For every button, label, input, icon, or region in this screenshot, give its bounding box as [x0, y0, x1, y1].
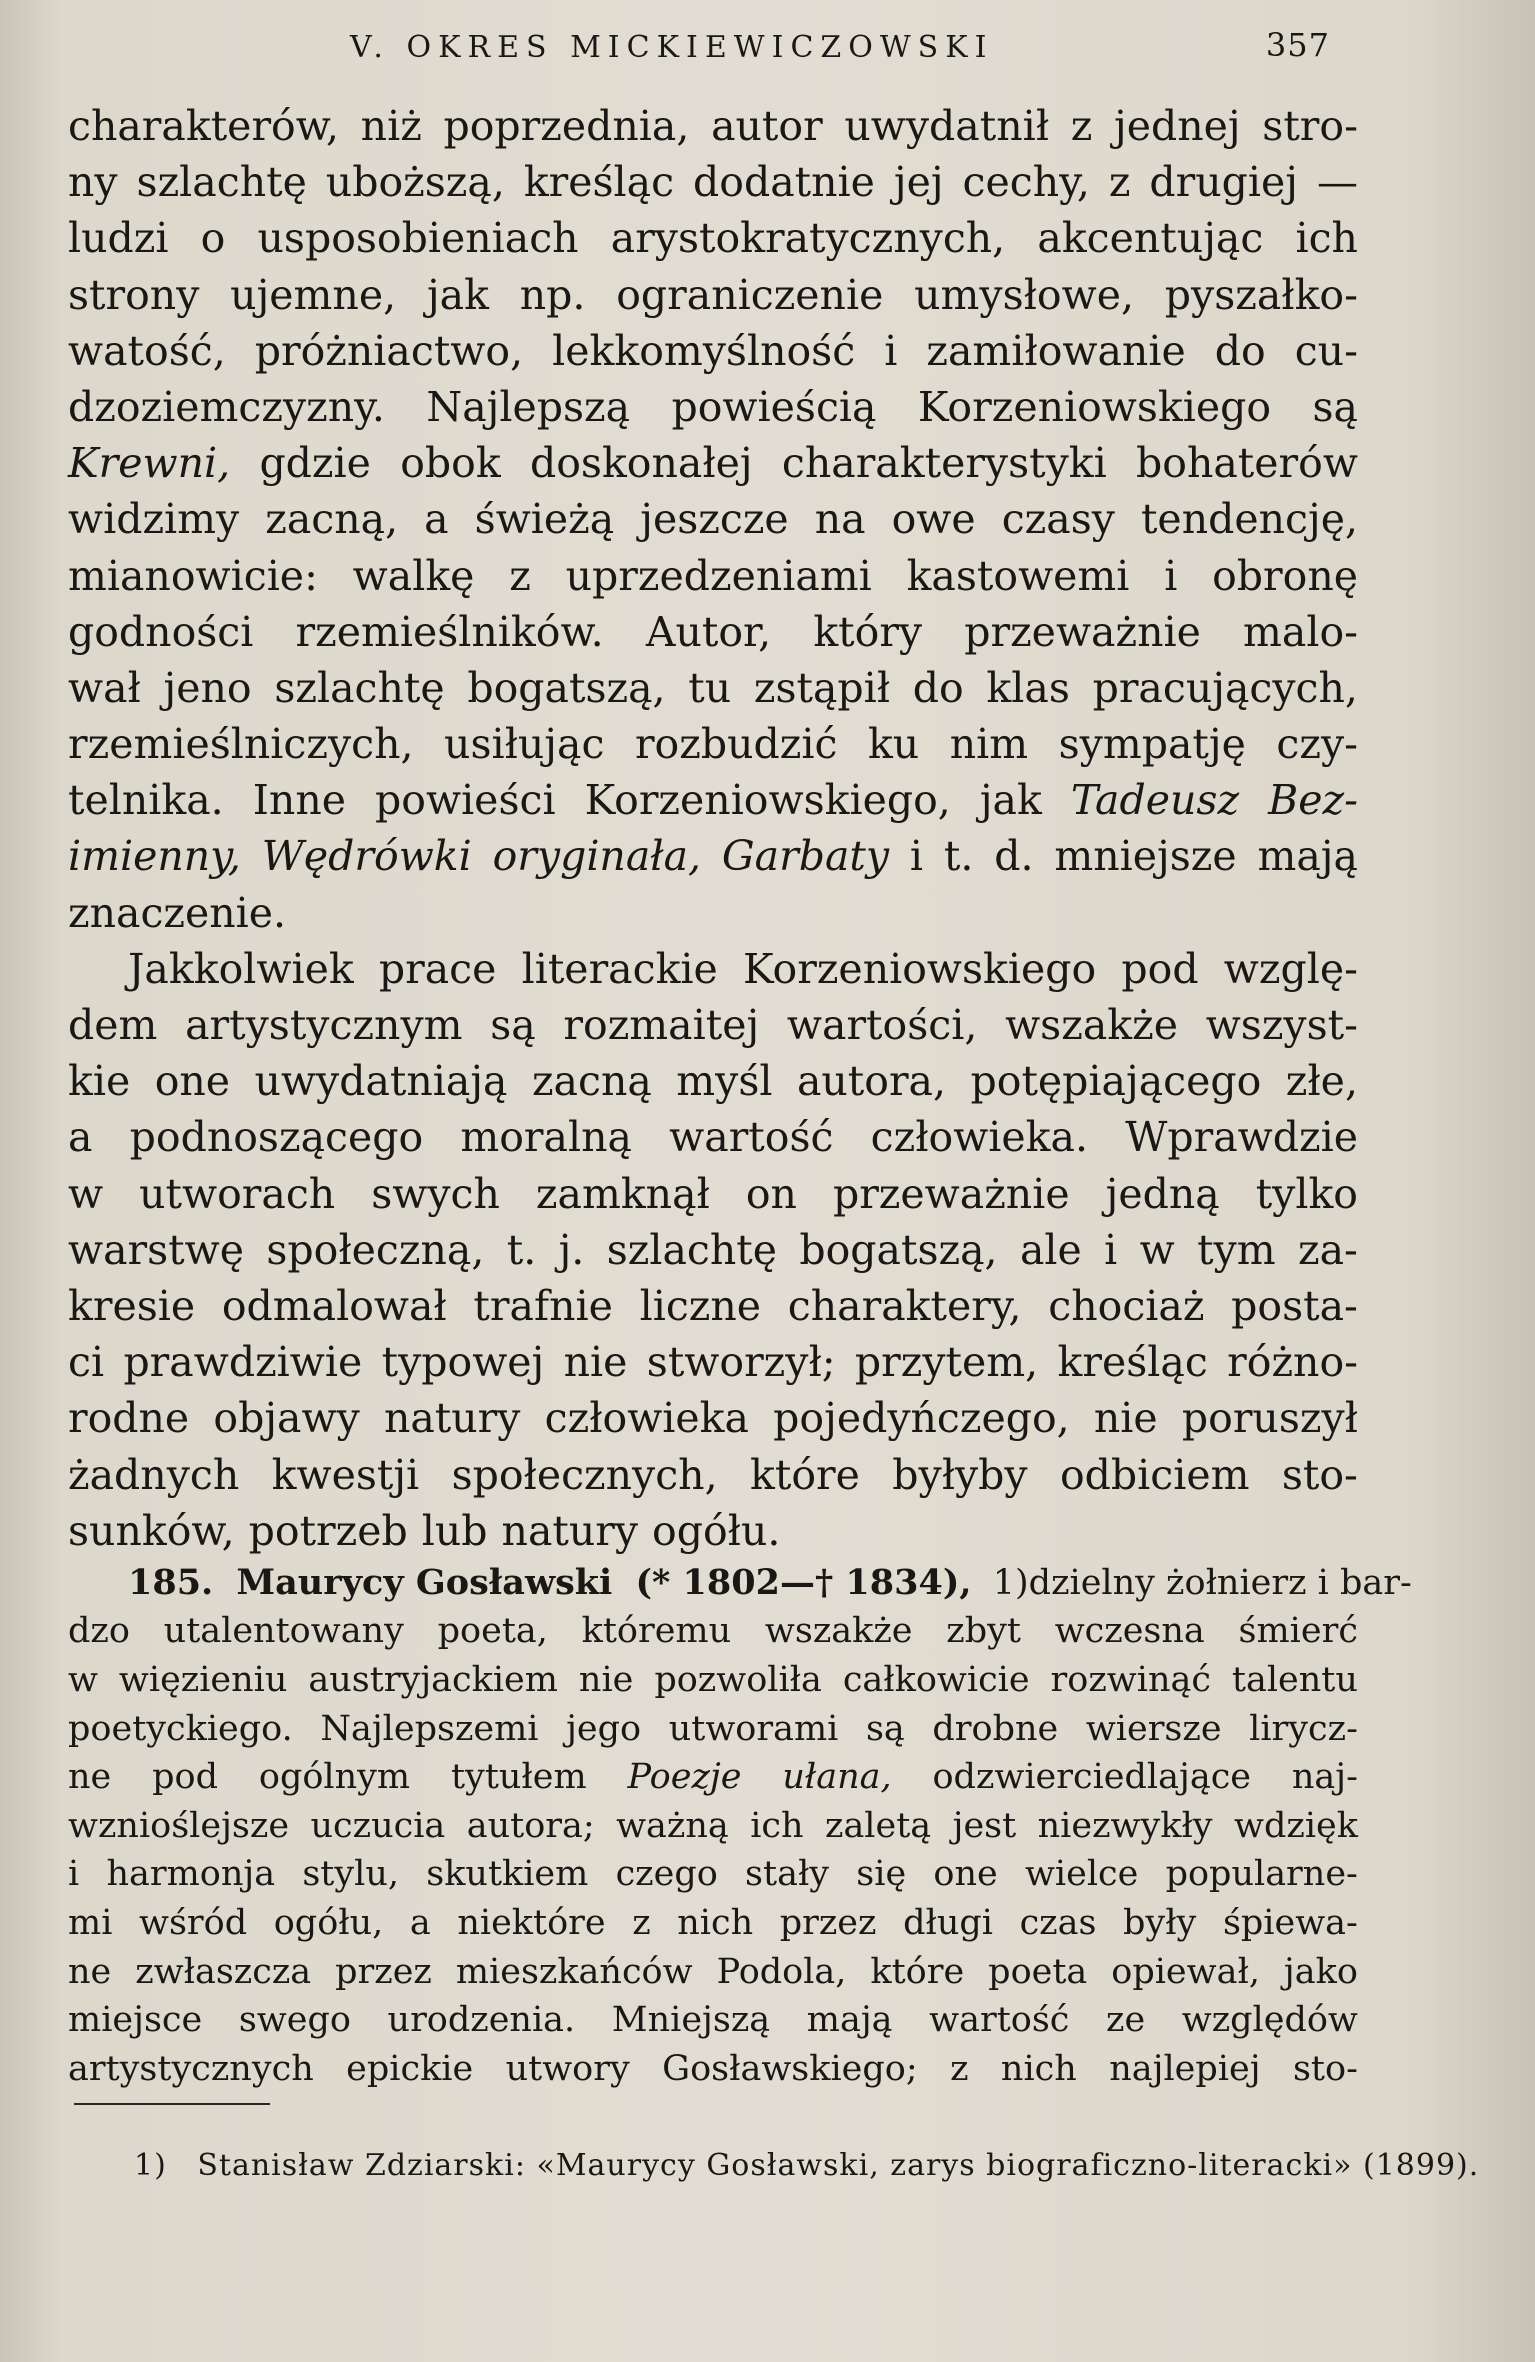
text-line: mianowicie: walkę z uprzedzeniami kastowemi i obronę — [68, 551, 1358, 600]
text-line: dzoziemczyzny. Najlepszą powieścią Korzeniowskiego są — [68, 382, 1358, 431]
text-line: artystycznych epickie utwory Gosławskiego; z nich najlepiej sto- — [68, 2048, 1358, 2089]
text-line: sunków, potrzeb lub natury ogółu. — [68, 1506, 781, 1555]
text-line: watość, próżniactwo, lekkomyślność i zamiłowanie do cu- — [68, 326, 1358, 375]
section-number: 185. — [128, 1561, 214, 1603]
text-line: ne pod ogólnym tytułem Poezje ułana, odzwierciedlające naj- — [68, 1757, 1358, 1798]
paragraph-1 — [68, 98, 1358, 941]
text-line: charakterów, niż poprzednia, autor uwydatnił z jednej stro- — [68, 102, 1358, 150]
text-line: wał jeno szlachtę bogatszą, tu zstąpił do klas pracujących, — [68, 663, 1358, 712]
text-line: rzemieślniczych, usiłując rozbudzić ku nim sympatję czy- — [68, 720, 1358, 769]
text-line: ci prawdziwie typowej nie stworzył; przytem, kreśląc różno- — [68, 1338, 1358, 1387]
text-line — [68, 1559, 1412, 1608]
text-line: warstwę społeczną, t. j. szlachtę bogatszą, ale i w tym za- — [68, 1225, 1358, 1274]
text-line: Jakkolwiek prace literackie Korzeniowskiego pod wzglę- — [128, 944, 1358, 993]
chapter-title: V. OKRES MICKIEWICZOWSKI — [350, 30, 994, 65]
footnote-divider — [74, 2103, 270, 2105]
footnote-marker: 1) — [134, 2148, 167, 2183]
text-line: kie one uwydatniają zacną myśl autora, potępiającego złe, — [68, 1057, 1358, 1106]
text-line: a podnoszącego moralną wartość człowieka. Wprawdzie — [68, 1113, 1358, 1162]
author-dates: (* 1802—† 1834), — [635, 1561, 972, 1603]
text-line: ny szlachtę uboższą, kreśląc dodatnie jej cechy, z drugiej — — [68, 158, 1358, 207]
footnote-ref: 1) — [992, 1562, 1029, 1603]
footnote-text: Stanisław Zdziarski: «Maurycy Gosławski, zarys biograficzno-literacki» (1899). — [197, 2148, 1480, 2183]
author-name: Maurycy Gosławski — [236, 1561, 613, 1603]
text-line: mi wśród ogółu, a niektóre z nich przez długi czas były śpiewa- — [68, 1903, 1358, 1944]
text-line: w utworach swych zamknął on przeważnie jedną tylko — [68, 1169, 1358, 1218]
text-line: poetyckiego. Najlepszemi jego utworami są drobne wiersze lirycz- — [68, 1708, 1358, 1749]
footnote — [134, 2148, 1479, 2183]
text-line: dzo utalentowany poeta, któremu wszakże zbyt wczesna śmierć — [68, 1611, 1358, 1652]
running-header — [350, 26, 1330, 76]
text-line: kresie odmalował trafnie liczne charaktery, chociaż posta- — [68, 1281, 1358, 1330]
text-line: ludzi o usposobieniach arystokratycznych, akcentując ich — [68, 214, 1358, 263]
text-line: imienny, Wędrówki oryginała, Garbaty i t. d. mniejsze mają — [68, 832, 1358, 881]
text-line: rodne objawy natury człowieka pojedyńczego, nie poruszył — [68, 1394, 1358, 1443]
text-line: telnika. Inne powieści Korzeniowskiego, jak Tadeusz Bez- — [68, 776, 1358, 825]
text-line: widzimy zacną, a świeżą jeszcze na owe czasy tendencję, — [68, 495, 1358, 544]
text-line: Krewni, gdzie obok doskonałej charakterystyki bohaterów — [68, 439, 1358, 488]
text-line: znaczenie. — [68, 888, 287, 937]
text-line: żadnych kwestji społecznych, które byłyby odbiciem sto- — [68, 1450, 1358, 1499]
text-line: dem artystycznym są rozmaitej wartości, wszakże wszyst- — [68, 1001, 1358, 1049]
text-line: miejsce swego urodzenia. Mniejszą mają wartość ze względów — [68, 2000, 1358, 2041]
line-rest: dzielny żołnierz i bar- — [1028, 1562, 1412, 1603]
text-line: w więzieniu austryjackiem nie pozwoliła całkowicie rozwinąć talentu — [68, 1660, 1358, 1701]
text-line: wznioślejsze uczucia autora; ważną ich zaletą jest niezwykły wdzięk — [68, 1805, 1358, 1846]
text-line: strony ujemne, jak np. ograniczenie umysłowe, pyszałko- — [68, 270, 1358, 319]
paragraph-185 — [68, 1559, 1412, 2094]
page-body — [68, 98, 1412, 2093]
text-line: ne zwłaszcza przez mieszkańców Podola, które poeta opiewał, jako — [68, 1951, 1358, 1992]
text-line: i harmonja stylu, skutkiem czego stały się one wielce popularne- — [68, 1854, 1358, 1895]
paragraph-2 — [68, 941, 1358, 1559]
page-number: 357 — [1265, 26, 1330, 64]
text-line: godności rzemieślników. Autor, który przeważnie malo- — [68, 607, 1358, 656]
